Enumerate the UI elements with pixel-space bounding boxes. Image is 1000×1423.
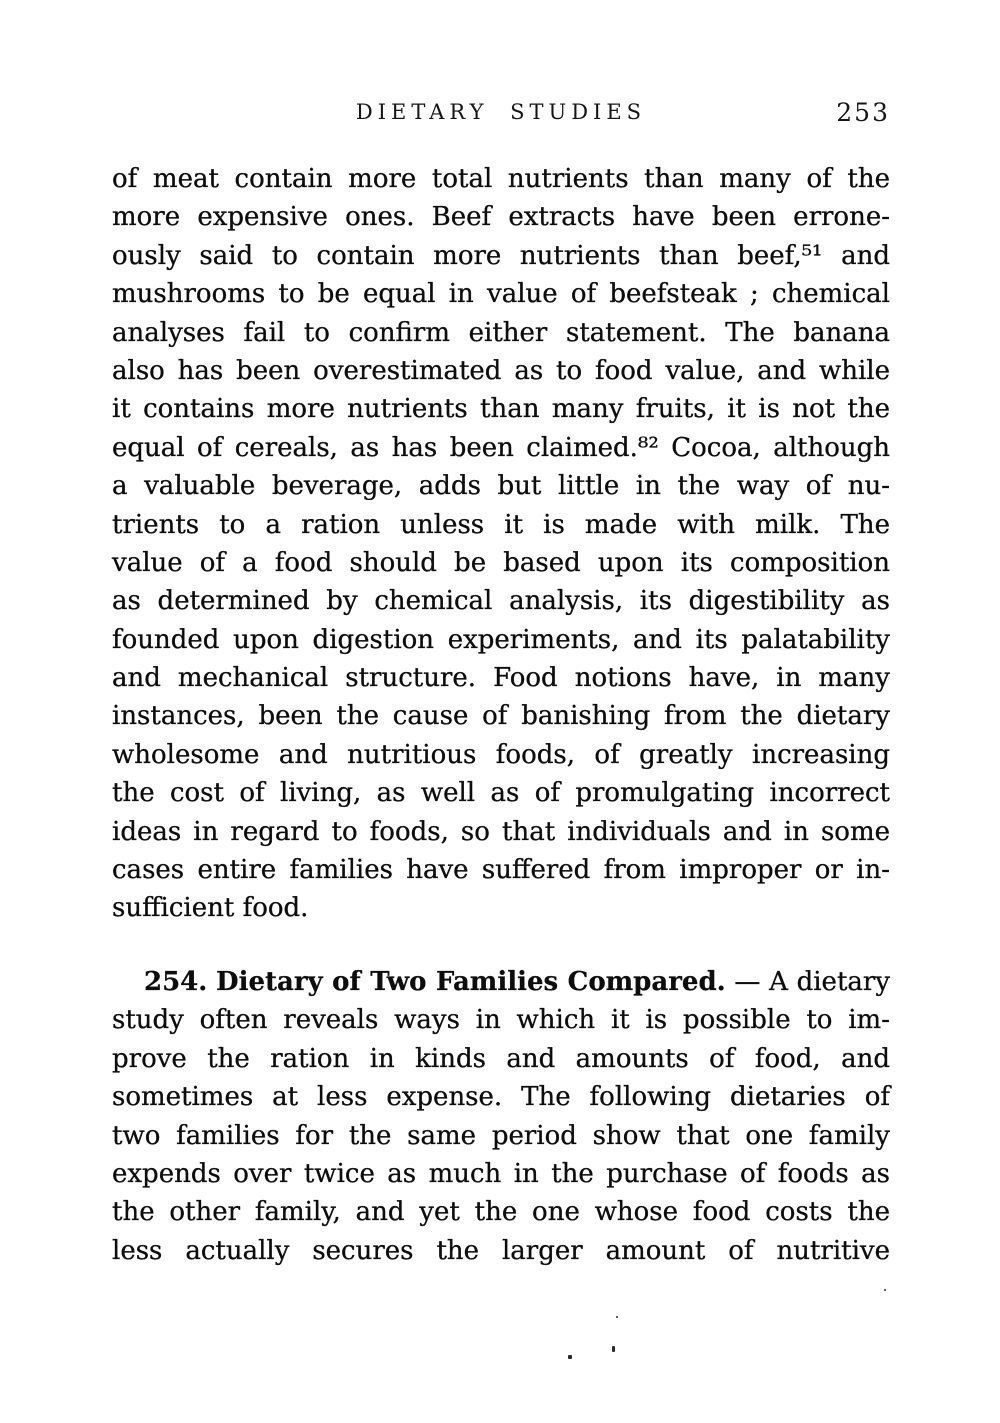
text-line: study often reveals ways in which it is possible to im- [112, 1005, 890, 1036]
text-line: mushrooms to be equal in value of beefsteak ; chemical [112, 279, 890, 310]
text-line: ideas in regard to foods, so that individuals and in some [112, 816, 890, 847]
section-heading: Dietary of Two Families Compared. [216, 967, 726, 997]
text-line: instances, been the cause of banishing from the dietary [112, 701, 890, 732]
text-line: ously said to contain more nutrients than beef,⁵¹ and [112, 240, 890, 271]
text-line: sufficient food. [112, 893, 309, 924]
section-number: 254. [144, 967, 208, 997]
section-heading-line [112, 963, 890, 1001]
paragraph-2-body [112, 1001, 890, 1270]
running-title: DIETARY STUDIES [355, 100, 647, 124]
scan-speck [612, 1346, 615, 1352]
text-line: as determined by chemical analysis, its digestibility as [112, 586, 890, 617]
section-heading-rest: — A dietary [734, 967, 891, 997]
text-line: more expensive ones. Beef extracts have been errone- [112, 202, 890, 233]
text-line: wholesome and nutritious foods, of greatly increasing [112, 739, 890, 770]
paragraph-2 [112, 963, 890, 1270]
text-line: and mechanical structure. Food notions have, in many [112, 663, 890, 694]
text-line: it contains more nutrients than many fruits, it is not the [112, 394, 890, 425]
text-line: founded upon digestion experiments, and its palatability [112, 624, 890, 655]
text-line: prove the ration in kinds and amounts of food, and [112, 1043, 890, 1074]
text-line: less actually secures the larger amount of nutritive [112, 1235, 890, 1266]
scan-speck [568, 1355, 572, 1359]
text-line: trients to a ration unless it is made with milk. The [112, 509, 890, 540]
text-line: sometimes at less expense. The following dietaries of [112, 1082, 890, 1113]
text-line: analyses fail to confirm either statement. The banana [112, 317, 890, 348]
text-line: cases entire families have suffered from improper or in- [112, 855, 890, 886]
text-line: equal of cereals, as has been claimed.⁸² Cocoa, although [112, 432, 890, 463]
page-header [112, 100, 890, 130]
text-line: expends over twice as much in the purchase of foods as [112, 1158, 890, 1189]
text-line: a valuable beverage, adds but little in the way of nu- [112, 471, 890, 502]
text-line: two families for the same period show that one family [112, 1120, 890, 1151]
text-line: value of a food should be based upon its composition [112, 547, 890, 578]
text-line: of meat contain more total nutrients than many of the [112, 164, 890, 194]
text-line: the other family, and yet the one whose food costs the [112, 1197, 890, 1228]
text-line: the cost of living, as well as of promulgating incorrect [112, 778, 890, 809]
page-number: 253 [836, 98, 890, 127]
scan-speck [616, 1316, 618, 1318]
scan-speck [884, 1289, 886, 1291]
text-line: also has been overestimated as to food value, and while [112, 355, 890, 386]
paragraph-1 [112, 160, 890, 928]
